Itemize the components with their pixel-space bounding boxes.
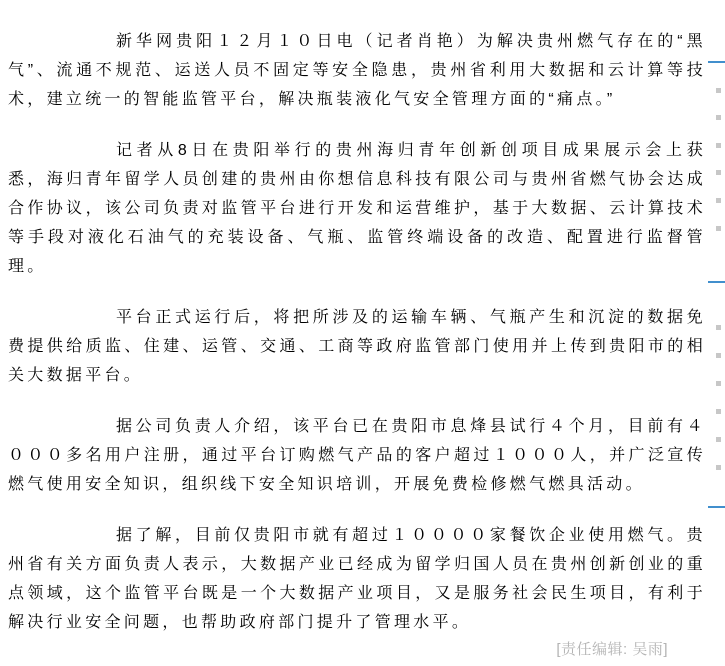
article-paragraph: 据了解，目前仅贵阳市就有超过１００００家餐饮企业使用燃气。贵州省有关方面负责人表示，大数据产业已经成为留学归国人员在贵州创新创业的重点领域，这个监管平台既是一个大数据产业项目，又是服务社会民生项目，有利于解决行业安全问题，也帮助政府部门提升了管理水平。 (8, 527, 706, 631)
list-bullet-icon (716, 170, 721, 175)
list-bullet-icon (716, 325, 721, 330)
sidebar-separator-line (708, 61, 725, 63)
list-bullet-icon (716, 381, 721, 386)
list-bullet-icon (716, 353, 721, 358)
sidebar-separator-line (708, 506, 725, 508)
list-bullet-icon (716, 409, 721, 414)
list-bullet-icon (716, 115, 721, 120)
article-paragraph: 平台正式运行后，将把所涉及的运输车辆、气瓶产生和沉淀的数据免费提供给质监、住建、运管、交通、工商等政府监管部门使用并上传到贵阳市的相关大数据平台。 (8, 309, 706, 384)
article-paragraph: 新华网贵阳１２月１０日电（记者肖艳）为解决贵州燃气存在的“黑气”、流通不规范、运送人员不固定等安全隐患，贵州省利用大数据和云计算等技术，建立统一的智能监管平台，解决瓶装液化气安全管理方面的“痛点。” (8, 33, 706, 108)
list-bullet-icon (716, 465, 721, 470)
list-bullet-icon (716, 226, 721, 231)
editor-credit: [责任编辑: 吴雨] (556, 641, 668, 658)
article-paragraph: 记者从8日在贵阳举行的贵州海归青年创新创项目成果展示会上获悉，海归青年留学人员创建的贵州由你想信息科技有限公司与贵州省燃气协会达成合作协议，该公司负责对监管平台进行开发和运营维护，基于大数据、云计算技术等手段对液化石油气的充装设备、气瓶、监管终端设备的改造、配置进行监督管理。 (8, 142, 706, 275)
article-body (8, 27, 706, 659)
article-paragraph: 据公司负责人介绍，该平台已在贵阳市息烽县试行４个月，目前有４０００多名用户注册，通过平台订购燃气产品的客户超过１０００人，并广泛宣传燃气使用安全知识，组织线下安全知识培训，开展免费检修燃气燃具活动。 (8, 418, 706, 493)
list-bullet-icon (716, 143, 721, 148)
list-bullet-icon (716, 437, 721, 442)
list-bullet-icon (716, 88, 721, 93)
sidebar-separator-line (708, 281, 725, 283)
list-bullet-icon (716, 198, 721, 203)
